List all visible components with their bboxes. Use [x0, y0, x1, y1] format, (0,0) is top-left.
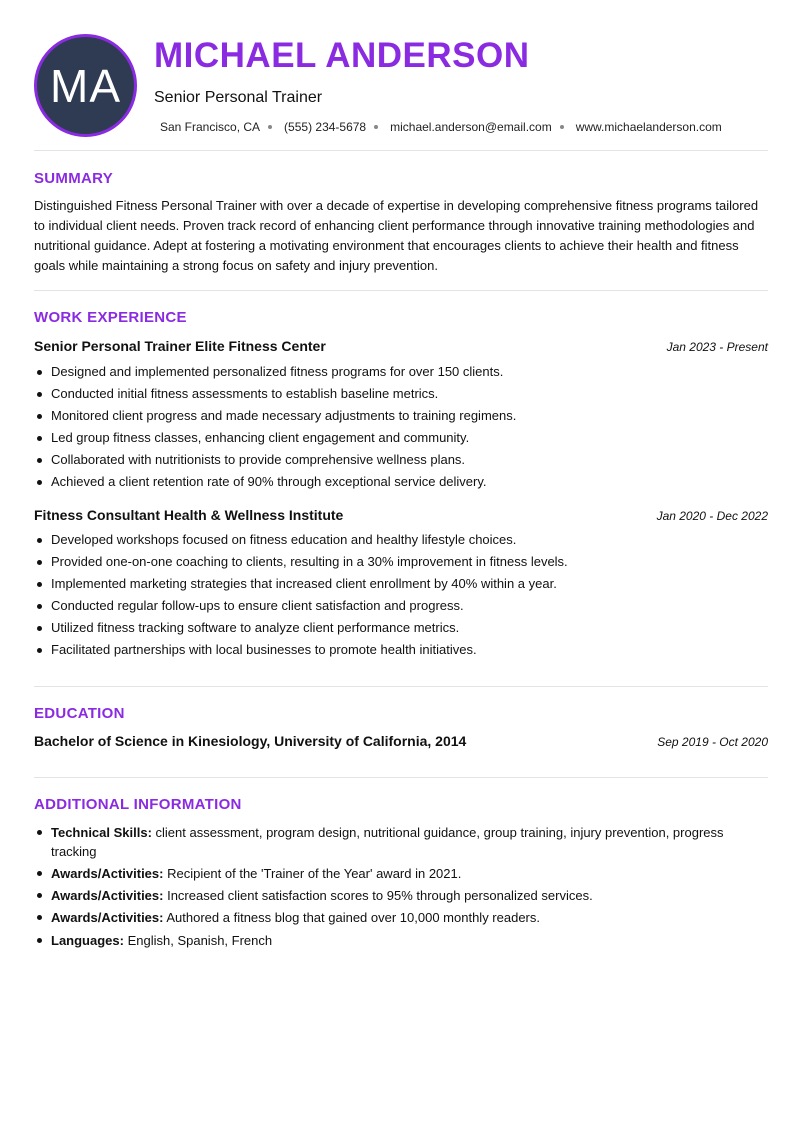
- list-item: Conducted initial fitness assessments to establish baseline metrics.: [34, 386, 768, 402]
- avatar-initials: MA: [50, 59, 121, 112]
- item-label: Awards/Activities:: [51, 888, 164, 903]
- list-item: Implemented marketing strategies that increased client enrollment by 40% within a year.: [34, 576, 768, 592]
- additional-heading: ADDITIONAL INFORMATION: [34, 796, 242, 813]
- section-divider: [34, 686, 768, 687]
- list-item: [34, 886, 768, 905]
- item-text: Recipient of the 'Trainer of the Year' award in 2021.: [163, 866, 462, 881]
- section-divider: [34, 777, 768, 778]
- list-item: Facilitated partnerships with local businesses to promote health initiatives.: [34, 642, 768, 658]
- job-header: [34, 338, 768, 358]
- experience-heading: WORK EXPERIENCE: [34, 309, 187, 326]
- contact-phone: (555) 234-5678: [284, 120, 367, 134]
- item-text: client assessment, program design, nutritional guidance, group training, injury prevention, progress tracking: [51, 825, 724, 859]
- education-date: Sep 2019 - Oct 2020: [657, 735, 768, 749]
- candidate-name: MICHAEL ANDERSON: [154, 36, 530, 75]
- list-item: Developed workshops focused on fitness education and healthy lifestyle choices.: [34, 532, 768, 548]
- item-label: Awards/Activities:: [51, 866, 164, 881]
- list-item: [34, 908, 768, 927]
- list-item: [34, 823, 768, 861]
- job-bullets: [34, 364, 768, 496]
- contact-location: San Francisco, CA: [160, 120, 261, 134]
- list-item: Utilized fitness tracking software to analyze client performance metrics.: [34, 620, 768, 636]
- list-item: Conducted regular follow-ups to ensure client satisfaction and progress.: [34, 598, 768, 614]
- job-date: Jan 2023 - Present: [666, 340, 768, 354]
- list-item: Designed and implemented personalized fitness programs for over 150 clients.: [34, 364, 768, 380]
- list-item: Provided one-on-one coaching to clients, resulting in a 30% improvement in fitness levels.: [34, 554, 768, 570]
- list-item: [34, 931, 768, 950]
- separator-dot: [374, 125, 378, 129]
- section-divider: [34, 150, 768, 151]
- item-label: Technical Skills:: [51, 825, 152, 840]
- list-item: Achieved a client retention rate of 90% through exceptional service delivery.: [34, 474, 768, 490]
- avatar: [34, 34, 137, 137]
- summary-text: Distinguished Fitness Personal Trainer with over a decade of expertise in developing comprehensive fitness programs tailored to individual client needs. Proven track record of enhancing client performance through innovative training methodologies and nutritional guidance. Adept at fostering a motivating environment that encourages clients to achieve their health and fitness goals while maintaining a strong focus on safety and injury prevention.: [34, 198, 759, 273]
- item-label: Awards/Activities:: [51, 910, 164, 925]
- job-role: Fitness Consultant Health & Wellness Institute: [34, 507, 344, 523]
- separator-dot: [268, 125, 272, 129]
- resume-header: [34, 34, 768, 138]
- job-header: [34, 507, 768, 527]
- item-text: Authored a fitness blog that gained over 10,000 monthly readers.: [163, 910, 540, 925]
- item-text: Increased client satisfaction scores to 95% through personalized services.: [163, 888, 593, 903]
- contact-line: [160, 120, 722, 134]
- candidate-title: Senior Personal Trainer: [154, 89, 323, 106]
- summary-heading: SUMMARY: [34, 170, 114, 187]
- job-bullets: [34, 532, 768, 664]
- contact-email[interactable]: michael.anderson@email.com: [390, 120, 552, 134]
- job-date: Jan 2020 - Dec 2022: [656, 509, 768, 523]
- degree: Bachelor of Science in Kinesiology, University of California, 2014: [34, 733, 467, 749]
- list-item: Led group fitness classes, enhancing client engagement and community.: [34, 430, 768, 446]
- job-role: Senior Personal Trainer Elite Fitness Center: [34, 338, 326, 354]
- education-entry: [34, 733, 768, 753]
- item-label: Languages:: [51, 933, 124, 948]
- list-item: Monitored client progress and made necessary adjustments to training regimens.: [34, 408, 768, 424]
- list-item: Collaborated with nutritionists to provide comprehensive wellness plans.: [34, 452, 768, 468]
- item-text: English, Spanish, French: [123, 933, 273, 948]
- separator-dot: [560, 125, 564, 129]
- contact-website[interactable]: www.michaelanderson.com: [575, 120, 722, 134]
- education-heading: EDUCATION: [34, 705, 125, 722]
- list-item: [34, 864, 768, 883]
- additional-list: [34, 823, 768, 953]
- section-divider: [34, 290, 768, 291]
